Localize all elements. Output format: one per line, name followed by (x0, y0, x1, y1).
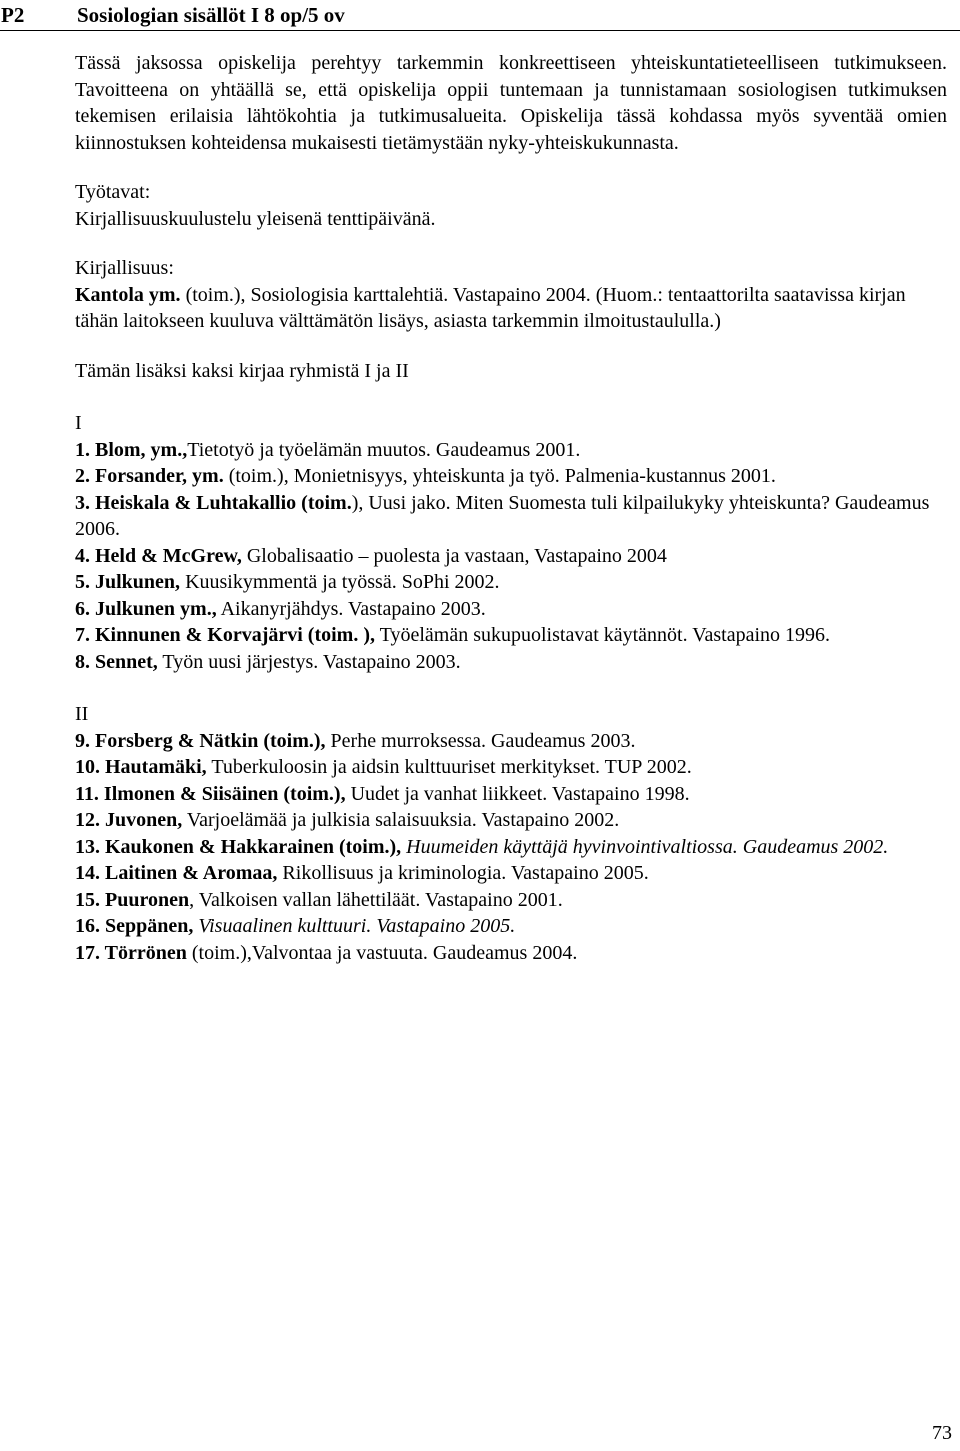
book-number: 4. (75, 544, 90, 567)
book-number: 2. (75, 465, 90, 487)
book-item (75, 437, 947, 464)
book-details: Perhe murroksessa. Gaudeamus 2003. (325, 729, 636, 752)
book-item (75, 543, 947, 570)
book-details: Kuusikymmentä ja työssä. SoPhi 2002. (180, 571, 500, 593)
literature-label: Kirjallisuus: (75, 257, 174, 279)
book-number: 17. (75, 941, 100, 964)
book-number: 1. (75, 438, 90, 461)
book-number: 11. (75, 782, 99, 805)
book-number-author (75, 809, 182, 831)
book-number-author (75, 889, 189, 911)
book-item (75, 887, 947, 914)
page-number: 73 (932, 1422, 952, 1444)
book-details: Varjoelämää ja julkisia salaisuuksia. Vastapaino 2002. (182, 809, 620, 831)
book-author: Seppänen, (100, 915, 194, 937)
book-author: Heiskala & Luhtakallio (toim. (90, 491, 352, 514)
book-number-author (75, 836, 401, 858)
book-number-author (75, 862, 277, 884)
book-item (75, 754, 947, 781)
course-heading (0, 3, 960, 29)
book-number-author (75, 439, 187, 461)
book-author: Held & McGrew, (90, 544, 242, 567)
book-author: Julkunen ym., (90, 597, 217, 620)
book-author: Juvonen, (100, 809, 183, 831)
book-author: Ilmonen & Siisäinen (toim.), (98, 782, 346, 805)
book-author: Sennet, (90, 650, 158, 673)
book-number-author (75, 624, 375, 646)
work-text: Kirjallisuuskuulustelu yleisenä tenttipäivänä. (75, 207, 436, 230)
book-item (75, 913, 947, 940)
book-number: 9. (75, 729, 90, 752)
book-number: 7. (75, 624, 90, 646)
intro-paragraph: Tässä jaksossa opiskelija perehtyy tarkemmin konkreettiseen yhteiskuntatieteelliseen tutkimukseen. Tavoitteena on yhtäällä se, että opiskelija oppii tuntemaan ja tunnistamaan sosiologisen tutkimuksen tekemisen erilaisia lähtökohtia ja tutkimusalueita. Opiskelija tässä kohdassa myös syventää omien kiinnostuksen kohteidensa mukaisesti tietämystään nyky-yhteiskukunnasta. (75, 52, 947, 154)
book-details: (toim.), Monietnisyys, yhteiskunta ja työ. Palmenia-kustannus 2001. (223, 465, 776, 487)
book-details: Työelämän sukupuolistavat käytännöt. Vastapaino 1996. (375, 624, 831, 646)
book-number: 8. (75, 650, 90, 673)
book-number: 15. (75, 888, 100, 911)
book-item (75, 569, 947, 596)
work-label: Työtavat: (75, 181, 151, 203)
book-number: 16. (75, 915, 100, 937)
book-author: Blom, ym., (90, 438, 188, 461)
book-number: 6. (75, 597, 90, 620)
main-book (75, 282, 947, 335)
book-number: 12. (75, 809, 100, 831)
group-2-book-list (75, 728, 947, 967)
book-author: Hautamäki, (100, 756, 207, 778)
book-author: Julkunen, (90, 571, 181, 593)
book-item (75, 622, 947, 649)
book-author: Forsander, ym. (90, 465, 224, 487)
book-number: 10. (75, 756, 100, 778)
book-item (75, 860, 947, 887)
book-item (75, 649, 947, 676)
book-details: Visuaalinen kulttuuri. Vastapaino 2005. (193, 915, 516, 937)
document-body (75, 50, 947, 966)
book-details: , Valkoisen vallan lähettiläät. Vastapaino 2001. (189, 888, 563, 911)
book-item (75, 596, 947, 623)
book-number: 13. (75, 835, 100, 858)
group-gap (75, 675, 947, 701)
book-author: Puuronen (100, 888, 190, 911)
book-number-author (75, 545, 242, 567)
book-item (75, 940, 947, 967)
book-number-author (75, 756, 207, 778)
book-author: Forsberg & Nätkin (toim.), (90, 729, 326, 752)
book-details: Työn uusi järjestys. Vastapaino 2003. (157, 650, 461, 673)
book-number-author (75, 783, 346, 805)
book-number-author (75, 492, 352, 514)
book-item (75, 463, 947, 490)
book-details: Aikanyrjähdys. Vastapaino 2003. (216, 597, 486, 620)
book-details: Tietotyö ja työelämän muutos. Gaudeamus 2001. (187, 438, 581, 461)
book-author: Törrönen (100, 941, 187, 964)
course-code: P2 (1, 3, 25, 27)
book-details: Globalisaatio – puolesta ja vastaan, Vastapaino 2004 (241, 544, 667, 567)
book-item (75, 490, 947, 543)
book-number-author (75, 942, 187, 964)
book-author: Kinnunen & Korvajärvi (toim. ), (90, 624, 375, 646)
book-number-author (75, 651, 158, 673)
book-number-author (75, 598, 217, 620)
book-number-author (75, 465, 224, 487)
book-details: ), Uusi jako. Miten Suomesta tuli kilpailukyky yhteiskunta? Gaudeamus 2006. (75, 491, 930, 540)
book-details: Uudet ja vanhat liikkeet. Vastapaino 1998. (345, 782, 690, 805)
book-number-author (75, 571, 180, 593)
groups-heading: Tämän lisäksi kaksi kirjaa ryhmistä I ja II (75, 359, 409, 382)
book-number: 14. (75, 862, 100, 884)
book-details: Huumeiden käyttäjä hyvinvointivaltiossa. Gaudeamus 2002. (401, 835, 889, 858)
book-number: 3. (75, 491, 90, 514)
book-number-author (75, 915, 193, 937)
main-book-author: Kantola ym. (75, 283, 181, 306)
header-rule (0, 30, 960, 31)
book-item (75, 807, 947, 834)
book-details: (toim.),Valvontaa ja vastuuta. Gaudeamus 2004. (186, 941, 578, 964)
book-author: Kaukonen & Hakkarainen (toim.), (100, 835, 402, 858)
group-2-label: II (75, 703, 89, 725)
book-author: Laitinen & Aromaa, (100, 862, 278, 884)
group-1-label: I (75, 412, 82, 434)
book-details: Tuberkuloosin ja aidsin kulttuuriset merkitykset. TUP 2002. (206, 756, 692, 778)
book-item (75, 834, 947, 861)
book-number-author (75, 730, 326, 752)
book-item (75, 728, 947, 755)
book-details: Rikollisuus ja kriminologia. Vastapaino 2005. (277, 862, 649, 884)
book-number: 5. (75, 571, 90, 593)
book-item (75, 781, 947, 808)
group-1-book-list (75, 437, 947, 676)
course-title: Sosiologian sisällöt I 8 op/5 ov (77, 3, 345, 27)
main-book-details: (toim.), Sosiologisia karttalehtiä. Vastapaino 2004. (Huom.: tentaattorilta saatavissa kirjan tähän laitokseen kuuluva välttämätön lisäys, asiasta tarkemmin ilmoitustaululla.) (75, 283, 906, 332)
